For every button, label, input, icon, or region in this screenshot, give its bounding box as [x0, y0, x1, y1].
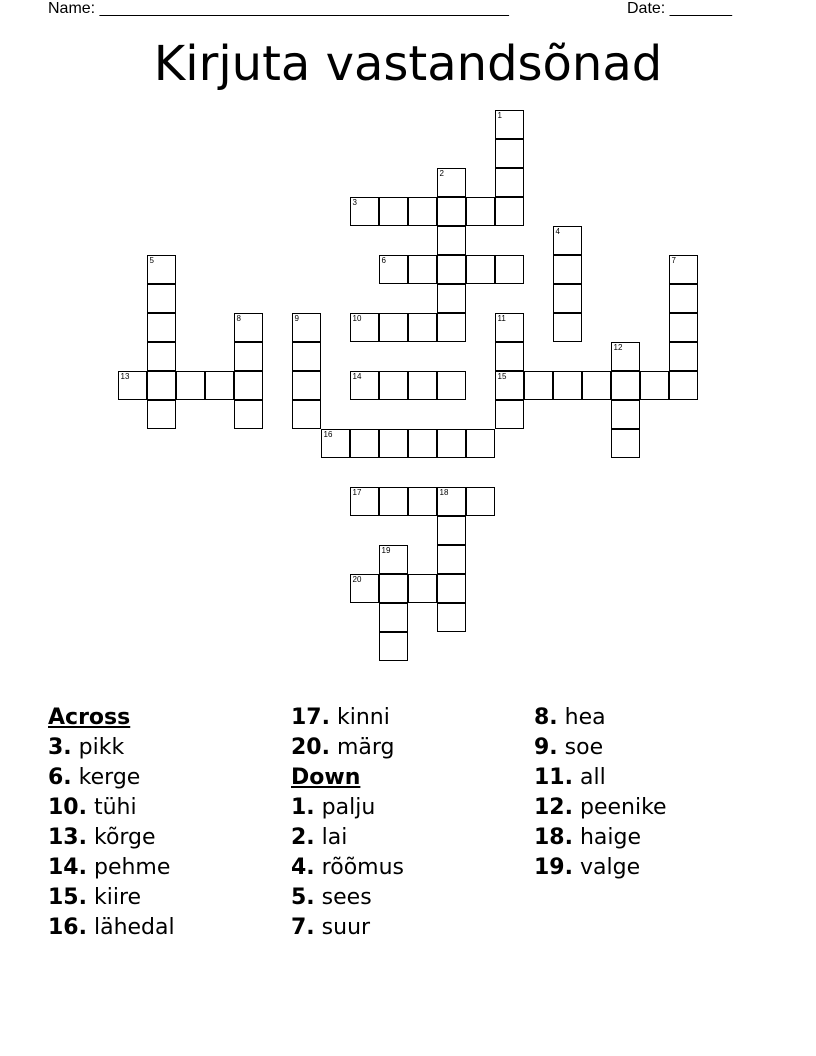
crossword-cell[interactable] — [408, 197, 437, 226]
clue-text: kõrge — [93, 825, 156, 850]
clue-number: 17. — [291, 705, 330, 730]
clue-item — [534, 793, 774, 823]
crossword-cell[interactable] — [408, 487, 437, 516]
clue-item — [291, 793, 531, 823]
clue-heading: Across — [48, 705, 131, 730]
crossword-cell[interactable] — [437, 487, 466, 516]
cell-number: 20 — [352, 574, 362, 584]
clue-text: rõõmus — [321, 855, 404, 880]
clue-item — [534, 853, 774, 883]
crossword-cell[interactable] — [408, 574, 437, 603]
crossword-cell[interactable] — [234, 342, 263, 371]
crossword-cell[interactable] — [553, 371, 582, 400]
clue-item — [48, 733, 288, 763]
crossword-cell[interactable] — [640, 371, 669, 400]
page-title: Kirjuta vastandsõnad — [153, 36, 663, 92]
crossword-cell[interactable] — [408, 313, 437, 342]
clue-number: 6. — [48, 765, 72, 790]
crossword-cell[interactable] — [379, 603, 408, 632]
crossword-cell[interactable] — [234, 313, 263, 342]
crossword-cell[interactable] — [292, 313, 321, 342]
clue-item — [48, 883, 288, 913]
clue-text: palju — [321, 795, 376, 820]
clue-text: suur — [321, 915, 371, 940]
clue-number: 13. — [48, 825, 87, 850]
crossword-cell[interactable] — [495, 168, 524, 197]
clue-item — [534, 763, 774, 793]
cell-number: 8 — [236, 313, 241, 323]
crossword-cell[interactable] — [437, 429, 466, 458]
crossword-cell[interactable] — [437, 574, 466, 603]
crossword-cell[interactable] — [437, 168, 466, 197]
clue-column-1 — [48, 703, 288, 943]
clue-text: kerge — [78, 765, 141, 790]
clue-number: 20. — [291, 735, 330, 760]
clue-number: 19. — [534, 855, 573, 880]
clue-text: pikk — [78, 735, 125, 760]
crossword-cell[interactable] — [495, 342, 524, 371]
crossword-cell[interactable] — [408, 255, 437, 284]
crossword-cell[interactable] — [147, 284, 176, 313]
clue-text: tühi — [93, 795, 137, 820]
crossword-cell[interactable] — [234, 371, 263, 400]
cell-number: 14 — [352, 371, 362, 381]
crossword-cell[interactable] — [379, 371, 408, 400]
clue-number: 16. — [48, 915, 87, 940]
crossword-cell[interactable] — [234, 400, 263, 429]
cell-number: 17 — [352, 487, 362, 497]
clue-number: 12. — [534, 795, 573, 820]
crossword-cell[interactable] — [147, 313, 176, 342]
crossword-cell[interactable] — [495, 313, 524, 342]
cell-number: 9 — [294, 313, 299, 323]
crossword-cell[interactable] — [176, 371, 205, 400]
name-field-label: Name: ______________________________________________ — [48, 0, 509, 17]
crossword-cell[interactable] — [466, 255, 495, 284]
crossword-cell[interactable] — [147, 255, 176, 284]
clue-number: 9. — [534, 735, 558, 760]
crossword-cell[interactable] — [466, 487, 495, 516]
cell-number: 6 — [381, 255, 386, 265]
cell-number: 15 — [497, 371, 507, 381]
crossword-cell[interactable] — [437, 197, 466, 226]
crossword-cell[interactable] — [611, 429, 640, 458]
clue-heading: Down — [291, 765, 361, 790]
cell-number: 13 — [120, 371, 130, 381]
clue-item — [291, 883, 531, 913]
clue-text: sees — [321, 885, 372, 910]
clue-number: 3. — [48, 735, 72, 760]
cell-number: 1 — [497, 110, 502, 120]
crossword-cell[interactable] — [205, 371, 234, 400]
crossword-cell[interactable] — [495, 371, 524, 400]
crossword-cell[interactable] — [379, 632, 408, 661]
crossword-cell[interactable] — [669, 284, 698, 313]
crossword-cell[interactable] — [553, 313, 582, 342]
crossword-cell[interactable] — [524, 371, 553, 400]
crossword-cell[interactable] — [669, 255, 698, 284]
crossword-cell[interactable] — [553, 226, 582, 255]
clue-text: lai — [321, 825, 348, 850]
crossword-cell[interactable] — [466, 429, 495, 458]
cell-number: 4 — [555, 226, 560, 236]
clue-number: 15. — [48, 885, 87, 910]
clue-item — [48, 853, 288, 883]
crossword-cell[interactable] — [437, 516, 466, 545]
clue-item — [48, 913, 288, 943]
crossword-cell[interactable] — [437, 284, 466, 313]
clue-number: 18. — [534, 825, 573, 850]
clue-number: 1. — [291, 795, 315, 820]
clue-item — [534, 733, 774, 763]
crossword-cell[interactable] — [350, 313, 379, 342]
clue-number: 7. — [291, 915, 315, 940]
cell-number: 16 — [323, 429, 333, 439]
clue-item — [534, 823, 774, 853]
crossword-cell[interactable] — [379, 429, 408, 458]
clue-number: 5. — [291, 885, 315, 910]
crossword-cell[interactable] — [669, 342, 698, 371]
clue-item — [291, 853, 531, 883]
crossword-cell[interactable] — [495, 400, 524, 429]
cell-number: 5 — [149, 255, 154, 265]
clue-item — [291, 823, 531, 853]
crossword-cell[interactable] — [350, 197, 379, 226]
crossword-cell[interactable] — [495, 110, 524, 139]
crossword-cell[interactable] — [495, 255, 524, 284]
crossword-cell[interactable] — [350, 487, 379, 516]
crossword-cell[interactable] — [379, 574, 408, 603]
clue-number: 8. — [534, 705, 558, 730]
clue-item — [48, 793, 288, 823]
crossword-cell[interactable] — [437, 313, 466, 342]
crossword-cell[interactable] — [408, 429, 437, 458]
date-field-label: Date: _______ — [627, 0, 732, 17]
crossword-cell[interactable] — [321, 429, 350, 458]
clue-number: 11. — [534, 765, 573, 790]
clue-text: peenike — [579, 795, 667, 820]
crossword-cell[interactable] — [437, 255, 466, 284]
clue-number: 4. — [291, 855, 315, 880]
cell-number: 2 — [439, 168, 444, 178]
crossword-cell[interactable] — [553, 284, 582, 313]
crossword-cell[interactable] — [669, 371, 698, 400]
cell-number: 11 — [497, 313, 506, 323]
crossword-cell[interactable] — [495, 197, 524, 226]
cell-number: 10 — [352, 313, 362, 323]
clue-number: 2. — [291, 825, 315, 850]
clue-item — [48, 763, 288, 793]
clue-number: 10. — [48, 795, 87, 820]
clue-text: kiire — [93, 885, 142, 910]
crossword-cell[interactable] — [379, 313, 408, 342]
clue-item — [291, 703, 531, 733]
cell-number: 12 — [613, 342, 623, 352]
clue-text: pehme — [93, 855, 171, 880]
clue-item — [534, 703, 774, 733]
crossword-cell[interactable] — [379, 487, 408, 516]
clue-text: lähedal — [93, 915, 175, 940]
clue-text: valge — [579, 855, 641, 880]
cell-number: 7 — [671, 255, 676, 265]
clue-text: hea — [564, 705, 606, 730]
clue-text: märg — [336, 735, 395, 760]
cell-number: 3 — [352, 197, 357, 207]
crossword-cell[interactable] — [350, 574, 379, 603]
clue-item — [48, 823, 288, 853]
crossword-cell[interactable] — [292, 342, 321, 371]
clue-item — [291, 913, 531, 943]
crossword-cell[interactable] — [292, 371, 321, 400]
clue-column-2 — [291, 703, 531, 943]
crossword-cell[interactable] — [611, 400, 640, 429]
crossword-cell[interactable] — [147, 371, 176, 400]
crossword-cell[interactable] — [611, 371, 640, 400]
crossword-cell[interactable] — [437, 603, 466, 632]
crossword-cell[interactable] — [147, 400, 176, 429]
crossword-cell[interactable] — [147, 342, 176, 371]
clue-text: all — [579, 765, 606, 790]
crossword-cell[interactable] — [437, 545, 466, 574]
crossword-cell[interactable] — [437, 226, 466, 255]
crossword-cell[interactable] — [611, 342, 640, 371]
clue-text: kinni — [336, 705, 390, 730]
clue-text: haige — [579, 825, 642, 850]
crossword-cell[interactable] — [408, 371, 437, 400]
clue-item — [291, 733, 531, 763]
crossword-cell[interactable] — [437, 371, 466, 400]
crossword-cell[interactable] — [118, 371, 147, 400]
cell-number: 18 — [439, 487, 449, 497]
crossword-cell[interactable] — [495, 139, 524, 168]
crossword-cell[interactable] — [553, 255, 582, 284]
crossword-cell[interactable] — [379, 255, 408, 284]
clue-column-3 — [534, 703, 774, 883]
crossword-cell[interactable] — [350, 371, 379, 400]
crossword-cell[interactable] — [350, 429, 379, 458]
cell-number: 19 — [381, 545, 391, 555]
crossword-cell[interactable] — [379, 545, 408, 574]
clue-number: 14. — [48, 855, 87, 880]
clue-text: soe — [564, 735, 604, 760]
crossword-cell[interactable] — [379, 197, 408, 226]
crossword-cell[interactable] — [582, 371, 611, 400]
crossword-cell[interactable] — [466, 197, 495, 226]
crossword-cell[interactable] — [669, 313, 698, 342]
crossword-cell[interactable] — [292, 400, 321, 429]
